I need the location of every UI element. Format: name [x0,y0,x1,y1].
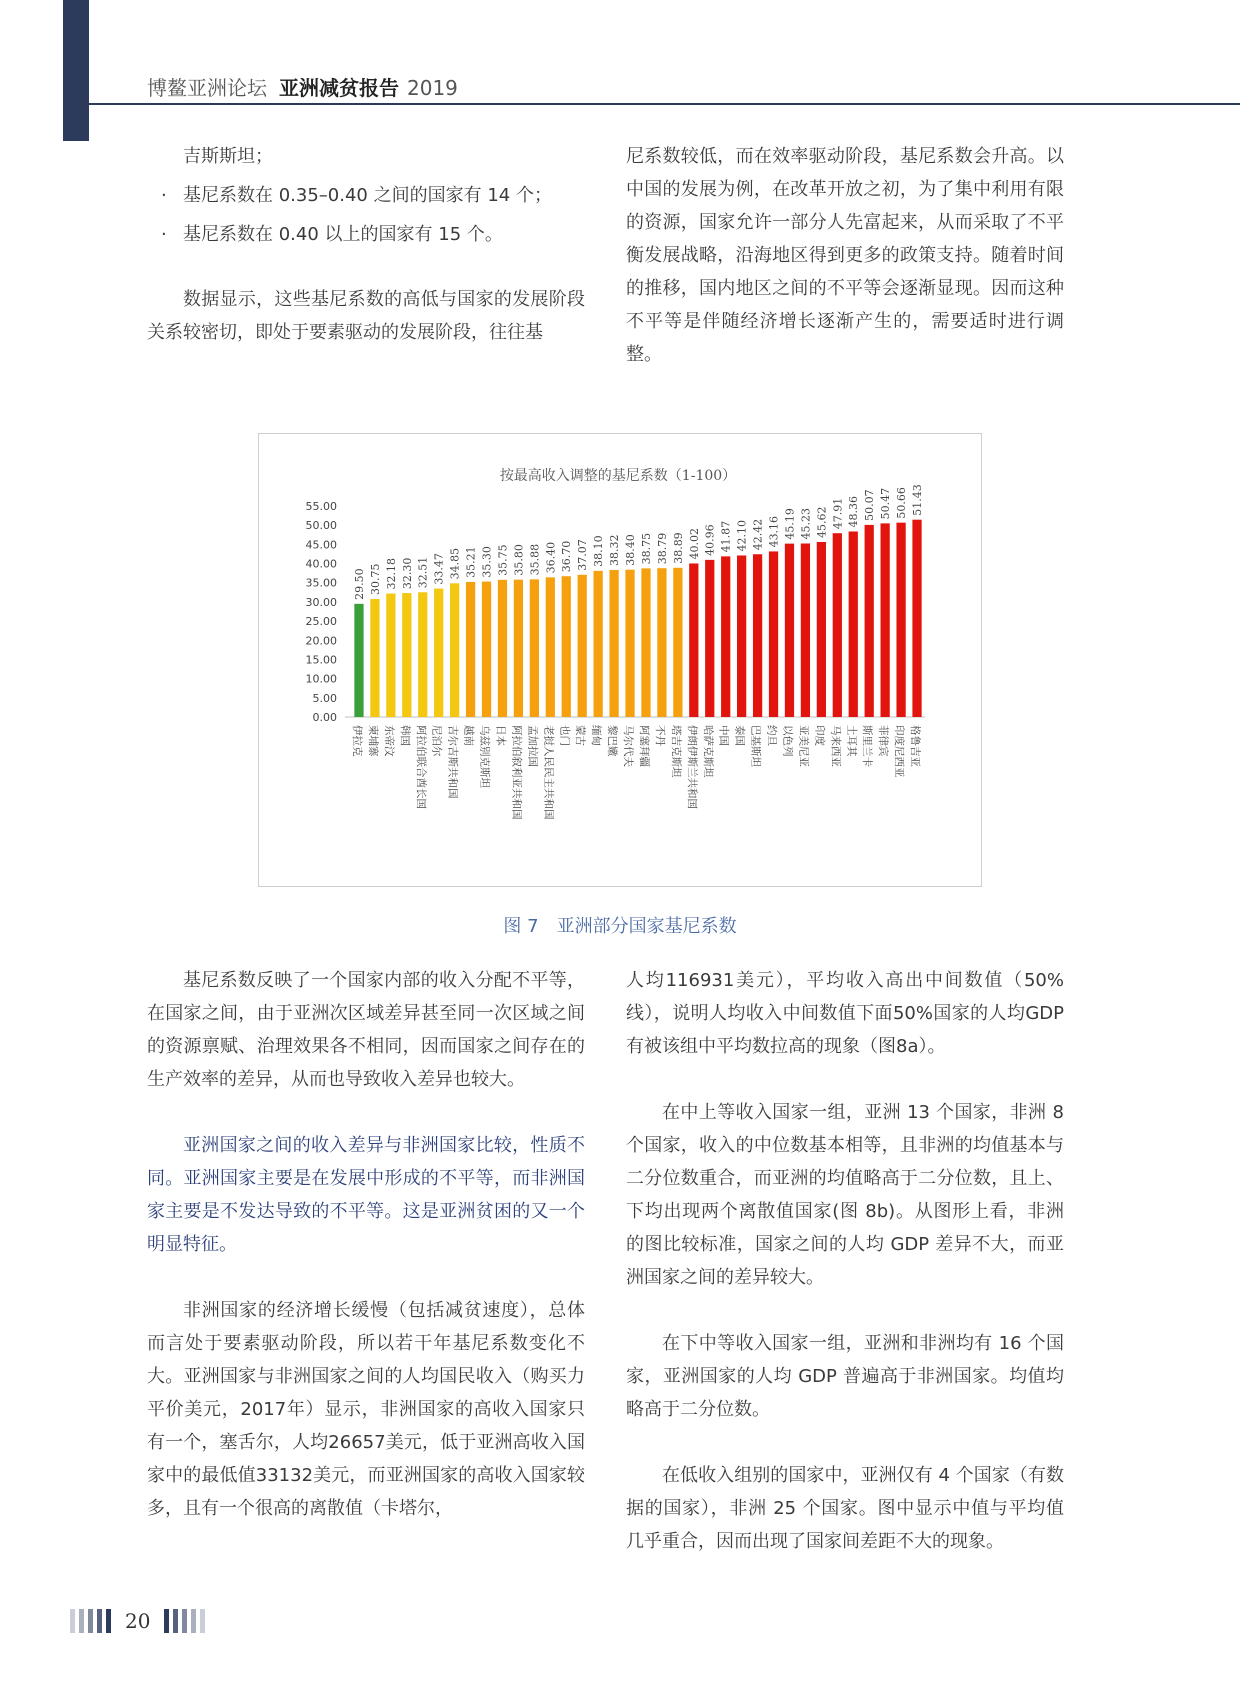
data-label: 38.10 [592,535,606,567]
bar [498,580,507,717]
data-label: 42.42 [751,518,765,551]
data-label: 50.66 [895,487,909,519]
bar [402,593,411,717]
category-label: 阿拉伯联合酋长国 [414,725,427,809]
category-label: 马来西亚 [829,725,842,767]
y-tick-label: 30.00 [305,595,337,609]
chart-title: 按最高收入调整的基尼系数（1-100） [499,468,737,484]
data-label: 29.50 [352,568,366,600]
data-label: 45.23 [799,507,813,540]
footer-bars-left [70,1609,111,1633]
category-label: 乌兹别克斯坦 [478,725,491,788]
category-label: 不丹 [653,725,666,746]
page-number: 20 [125,1609,151,1633]
continuation-line: 吉斯斯坦； [183,146,273,167]
data-label: 38.40 [624,534,638,566]
y-tick-label: 0.00 [312,711,337,724]
bar [434,589,443,717]
category-label: 土耳其 [845,725,858,757]
bar [514,580,523,717]
y-tick-label: 35.00 [305,576,337,590]
bottom-right-column [626,964,1064,1558]
bar [609,570,618,717]
bar [817,542,826,717]
bar [753,554,762,717]
bar [657,568,666,717]
data-label: 38.32 [608,534,622,566]
header-rule [89,103,1240,105]
bar [833,533,842,717]
data-label: 32.30 [400,557,414,590]
category-label: 菲律宾 [877,725,890,757]
bar [530,579,539,717]
category-label: 尼泊尔 [430,725,443,757]
bar [865,525,874,717]
category-label: 印度尼西亚 [893,725,906,778]
category-label: 斯里兰卡 [861,725,874,767]
category-label: 吉尔吉斯共和国 [446,725,459,799]
data-label: 41.87 [719,520,733,553]
bar [769,551,778,717]
data-label: 43.16 [767,515,781,548]
paragraph: 在下中等收入国家一组，亚洲和非洲均有 16 个国家，亚洲国家的人均 GDP 普遍高于非洲国家。均值均略高于二分位数。 [626,1333,1064,1420]
data-label: 38.89 [671,532,685,564]
header-report-title: 亚洲减贫报告 [279,76,399,100]
paragraph: 在中上等收入国家一组，亚洲 13 个国家，非洲 8 个国家，收入的中位数基本相等，且非洲的均值基本与二分位数重合，而亚洲的均值略高于二分位数，且上、下均出现两个离散值国家(图 8b)。从图形上看，非洲的图比较标准，国家之间的人均 GDP 差异不大，而亚洲国家之间的差异较大。 [626,1102,1064,1288]
data-label: 47.91 [831,497,845,530]
category-label: 日本 [494,725,507,746]
data-label: 36.40 [544,541,558,574]
bar [370,599,379,717]
category-label: 亚美尼亚 [797,725,810,767]
data-label: 51.43 [911,484,925,516]
data-label: 35.30 [480,546,494,578]
category-label: 格鲁吉亚 [909,725,922,767]
category-label: 约旦 [765,725,778,746]
bullet-item: · 基尼系数在 0.40 以上的国家有 15 个。 [147,218,585,251]
paragraph: 数据显示，这些基尼系数的高低与国家的发展阶段关系较密切，即处于要素驱动的发展阶段，往往基 [147,289,585,343]
bar [737,555,746,717]
category-label: 印度 [813,725,826,746]
bar [418,592,427,717]
highlight-paragraph: 亚洲国家之间的收入差异与非洲国家比较，性质不同。亚洲国家主要是在发展中形成的不平等，而非洲国家主要是不发达导致的不平等。这是亚洲贫困的又一个明显特征。 [147,1135,585,1255]
bar [450,583,459,717]
data-label: 30.75 [368,563,382,596]
top-left-column [147,140,585,349]
bar [881,523,890,717]
bar [849,531,858,717]
category-label: 泰国 [733,725,746,746]
category-label: 黎巴嫩 [606,725,619,757]
bar [801,543,810,717]
y-tick-label: 45.00 [305,538,337,552]
bullet-item: · 基尼系数在 0.35–0.40 之间的国家有 14 个； [147,179,585,212]
gini-bar-chart [259,434,981,886]
data-label: 45.62 [815,506,829,538]
paragraph: 基尼系数反映了一个国家内部的收入分配不平等，在国家之间，由于亚洲次区域差异甚至同一次区域之间的资源禀赋、治理效果各不相同，因而国家之间存在的生产效率的差异，从而也导致收入差异也较大。 [147,970,585,1090]
data-label: 32.51 [416,556,430,589]
data-label: 48.36 [847,495,861,528]
bar [721,556,730,717]
category-label: 马尔代夫 [622,725,635,767]
bottom-left-column [147,964,585,1525]
data-label: 38.79 [655,532,669,565]
header-year: 2019 [407,76,458,100]
bar [912,520,921,717]
category-label: 老挝人民民主共和国 [542,725,555,820]
bar [705,560,714,717]
category-label: 以色列 [781,725,794,757]
paragraph: 在低收入组别的国家中，亚洲仅有 4 个国家（有数据的国家），非洲 25 个国家。图中显示中值与平均值几乎重合，因而出现了国家间差距不大的现象。 [626,1465,1064,1552]
bar [354,604,363,717]
top-right-column [626,140,1064,371]
data-label: 35.75 [496,544,510,576]
data-label: 37.07 [576,539,590,571]
data-label: 40.02 [687,527,701,560]
y-tick-label: 5.00 [312,691,337,705]
footer-bars-right [164,1609,205,1633]
bar [466,582,475,717]
page-footer [70,1606,205,1636]
y-tick-label: 40.00 [305,557,337,571]
data-label: 50.07 [863,489,877,521]
category-label: 越南 [462,725,475,746]
bar [578,575,587,717]
y-tick-label: 55.00 [305,500,337,513]
category-label: 阿塞拜疆 [637,725,650,767]
category-label: 蒙古 [574,725,587,746]
data-label: 32.18 [384,558,398,590]
bar [689,563,698,717]
gini-chart-frame [258,433,982,887]
category-label: 孟加拉国 [526,725,539,767]
figure-caption: 图 7 亚洲部分国家基尼系数 [503,916,737,937]
category-label: 韩国 [398,725,411,746]
category-label: 东帝汶 [382,725,395,757]
category-label: 伊朗伊斯兰共和国 [685,725,698,809]
data-label: 33.47 [432,553,446,585]
header-forum: 博鳌亚洲论坛 [147,76,267,100]
data-label: 35.80 [512,544,526,576]
bar [896,523,905,717]
category-label: 也门 [558,725,571,746]
bar [673,568,682,717]
y-tick-label: 50.00 [305,519,337,533]
running-header [147,72,458,101]
data-label: 42.10 [735,519,749,552]
category-label: 塔吉克斯坦 [669,725,682,778]
bar [625,570,634,717]
category-label: 阿拉伯叙利亚共和国 [510,725,523,820]
category-label: 巴基斯坦 [749,725,762,767]
data-label: 40.96 [703,524,717,556]
bar [785,544,794,717]
y-tick-label: 25.00 [305,615,337,629]
bar [482,582,491,717]
data-label: 45.19 [783,508,797,540]
y-tick-label: 20.00 [305,634,337,648]
paragraph: 人均116931美元），平均收入高出中间数值（50%线），说明人均收入中间数值下面50%国家的人均GDP有被该组中平均数拉高的现象（图8a）。 [626,970,1064,1057]
edge-tab [63,0,89,141]
bar [594,571,603,717]
data-label: 36.70 [560,540,574,573]
paragraph: 尼系数较低，而在效率驱动阶段，基尼系数会升高。以中国的发展为例，在改革开放之初，为了集中利用有限的资源，国家允许一部分人先富起来，从而采取了不平衡发展战略，沿海地区得到更多的政策支持。随着时间的推移，国内地区之间的不平等会逐渐显现。因而这种不平等是伴随经济增长逐渐产生的，需要适时进行调整。 [626,146,1064,365]
data-label: 34.85 [448,547,462,580]
category-label: 中国 [717,725,730,746]
bar [641,568,650,717]
y-tick-label: 15.00 [305,653,337,667]
data-label: 50.47 [879,487,893,520]
category-label: 柬埔寨 [366,725,379,757]
category-label: 伊拉克 [350,725,363,757]
paragraph: 非洲国家的经济增长缓慢（包括减贫速度），总体而言处于要素驱动阶段，所以若干年基尼系数变化不大。亚洲国家与非洲国家之间的人均国民收入（购买力平价美元，2017年）显示，非洲国家的高收入国家只有一个，塞舌尔，人均26657美元，低于亚洲高收入国家中的最低值33132美元，而亚洲国家的高收入国家较多，且有一个很高的离散值（卡塔尔， [147,1300,585,1519]
data-label: 38.75 [639,532,653,565]
bar [546,577,555,717]
category-label: 哈萨克斯坦 [701,725,714,778]
y-tick-label: 10.00 [305,672,337,686]
data-label: 35.88 [528,543,542,576]
bar [386,594,395,717]
data-label: 35.21 [464,546,478,578]
bar [562,576,571,717]
category-label: 缅甸 [590,725,603,746]
